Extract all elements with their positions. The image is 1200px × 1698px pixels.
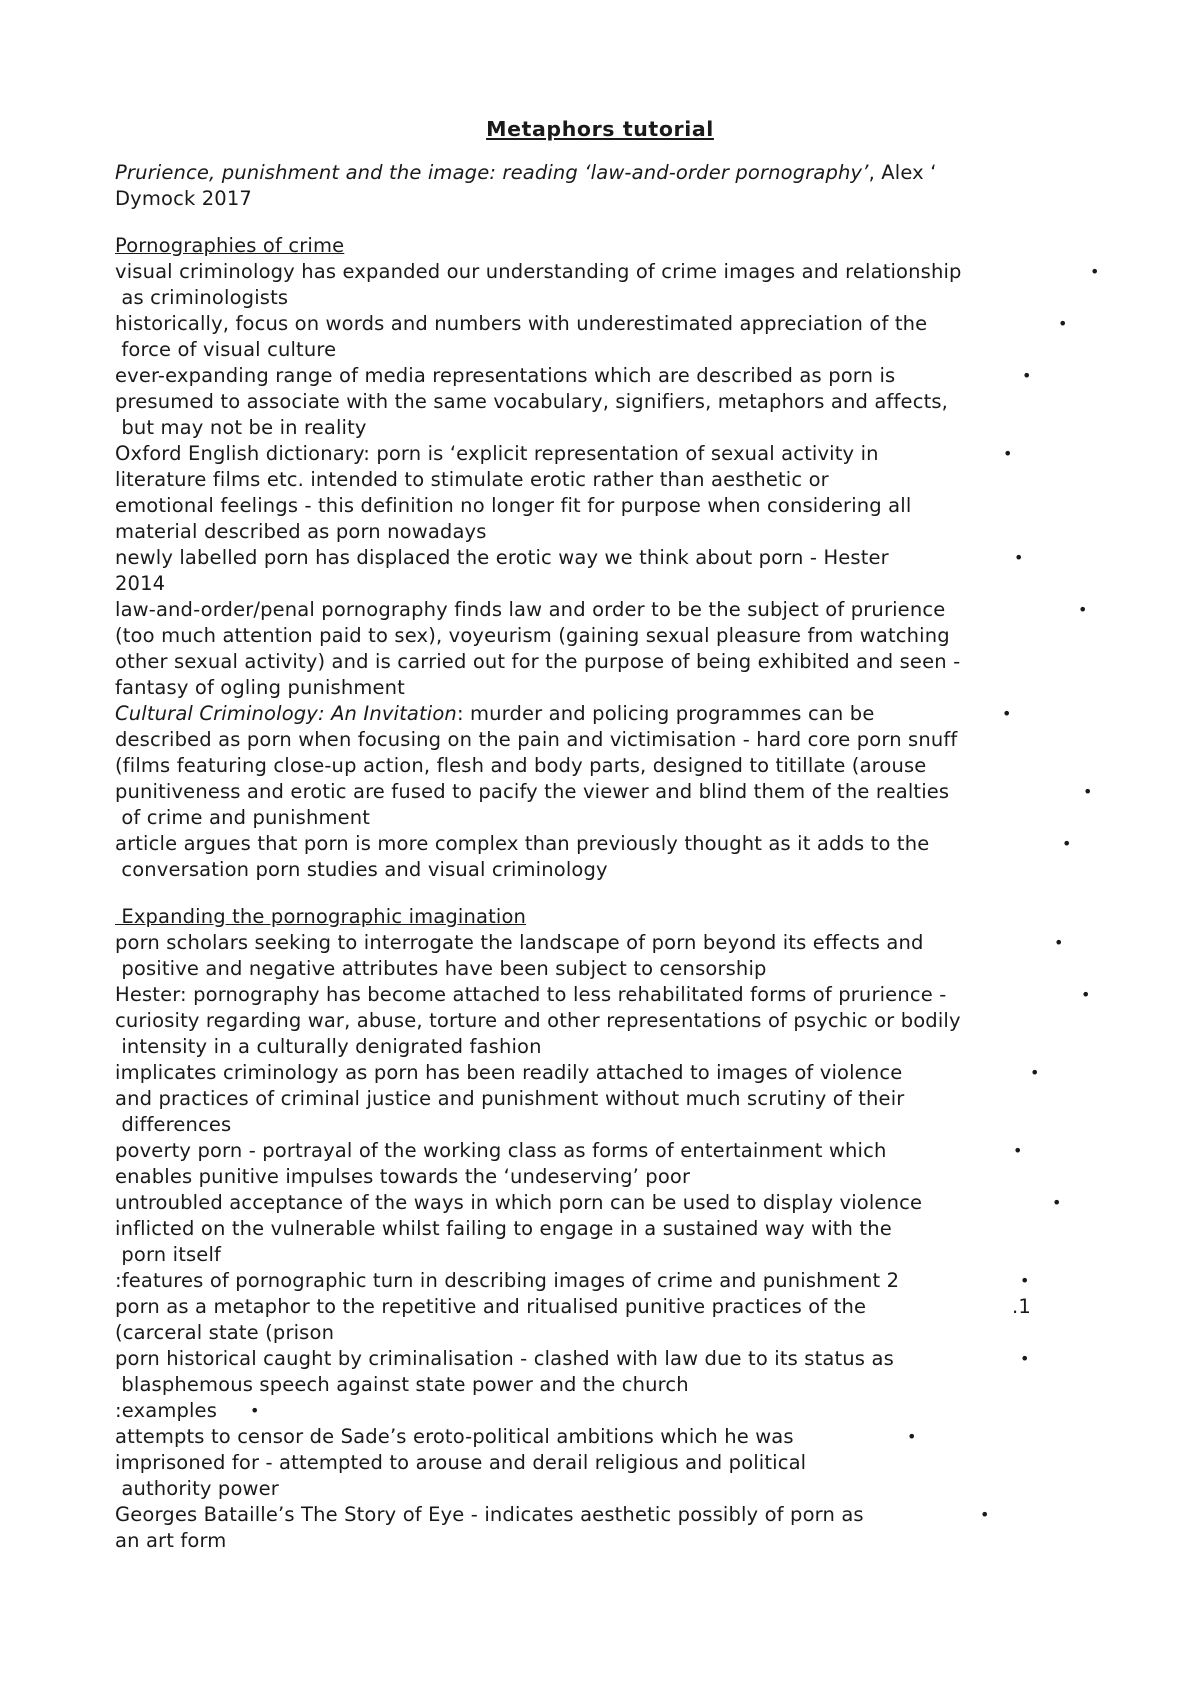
bullet-mark: •	[1078, 600, 1088, 619]
bullet-mark: •	[1054, 933, 1064, 952]
text-line: 2014	[115, 572, 166, 595]
text-line: ever-expanding range of media representations which are described as porn is	[115, 364, 896, 387]
text-span: , Alex ‘	[868, 161, 937, 184]
text-line: positive and negative attributes have been subject to censorship	[115, 957, 767, 980]
text-line: porn itself	[115, 1243, 222, 1266]
italic-title: Cultural Criminology: An Invitation	[115, 702, 457, 725]
bullet-mark: •	[1022, 366, 1032, 385]
bullet-mark: •	[1003, 444, 1013, 463]
bullet-mark: •	[1014, 548, 1024, 567]
text-line: force of visual culture	[115, 338, 337, 361]
bullet-mark: •	[980, 1505, 990, 1524]
bullet-mark: •	[1013, 1141, 1023, 1160]
section-heading: Pornographies of crime	[115, 234, 345, 257]
text-line: (carceral state (prison	[115, 1321, 335, 1344]
text-span: : murder and policing programmes can be	[456, 702, 875, 725]
text-line: material described as porn nowadays	[115, 520, 487, 543]
text-line: Oxford English dictionary: porn is ‘explicit representation of sexual activity in	[115, 442, 879, 465]
text-line: differences	[115, 1113, 232, 1136]
bullet-mark: •	[1052, 1193, 1062, 1212]
text-line: (films featuring close-up action, flesh and body parts, designed to titillate (arouse	[115, 754, 927, 777]
text-line: (too much attention paid to sex), voyeurism (gaining sexual pleasure from watching	[115, 624, 950, 647]
text-line	[115, 701, 874, 727]
text-line: literature films etc. intended to stimulate erotic rather than aesthetic or	[115, 468, 829, 491]
text-line: porn scholars seeking to interrogate the landscape of porn beyond its effects and	[115, 931, 924, 954]
text-line: poverty porn - portrayal of the working class as forms of entertainment which	[115, 1139, 887, 1162]
text-line: :examples	[115, 1399, 218, 1422]
text-line: attempts to censor de Sade’s eroto-political ambitions which he was	[115, 1425, 794, 1448]
text-line: as criminologists	[115, 286, 289, 309]
list-number-marker: .1	[1012, 1295, 1031, 1318]
text-line: curiosity regarding war, abuse, torture and other representations of psychic or bodily	[115, 1009, 961, 1032]
bullet-mark: •	[250, 1401, 260, 1420]
text-line: other sexual activity) and is carried out for the purpose of being exhibited and seen -	[115, 650, 961, 673]
bullet-mark: •	[1020, 1349, 1030, 1368]
text-line: porn historical caught by criminalisation - clashed with law due to its status as	[115, 1347, 894, 1370]
text-line: punitiveness and erotic are fused to pacify the viewer and blind them of the realties	[115, 780, 950, 803]
text-line: described as porn when focusing on the pain and victimisation - hard core porn snuff	[115, 728, 958, 751]
page-title: Metaphors tutorial	[486, 117, 714, 141]
text-line: Hester: pornography has become attached to less rehabilitated forms of prurience -	[115, 983, 947, 1006]
text-line: emotional feelings - this definition no longer fit for purpose when considering all	[115, 494, 912, 517]
bullet-mark: •	[1081, 985, 1091, 1004]
text-line: porn as a metaphor to the repetitive and ritualised punitive practices of the	[115, 1295, 867, 1318]
text-line: inflicted on the vulnerable whilst failing to engage in a sustained way with the	[115, 1217, 892, 1240]
text-line: visual criminology has expanded our understanding of crime images and relationship	[115, 260, 962, 283]
text-line: article argues that porn is more complex than previously thought as it adds to the	[115, 832, 930, 855]
text-line: Georges Bataille’s The Story of Eye - indicates aesthetic possibly of porn as	[115, 1503, 864, 1526]
text-line: implicates criminology as porn has been readily attached to images of violence	[115, 1061, 903, 1084]
text-line: intensity in a culturally denigrated fashion	[115, 1035, 542, 1058]
text-line: untroubled acceptance of the ways in which porn can be used to display violence	[115, 1191, 923, 1214]
text-line: blasphemous speech against state power and the church	[115, 1373, 689, 1396]
text-line: historically, focus on words and numbers with underestimated appreciation of the	[115, 312, 928, 335]
bullet-mark: •	[1030, 1063, 1040, 1082]
bullet-mark: •	[907, 1427, 917, 1446]
text-line: :features of pornographic turn in describing images of crime and punishment 2	[115, 1269, 900, 1292]
text-line: but may not be in reality	[115, 416, 367, 439]
text-line: and practices of criminal justice and punishment without much scrutiny of their	[115, 1087, 905, 1110]
text-line: law-and-order/penal pornography finds law and order to be the subject of prurience	[115, 598, 946, 621]
text-line: newly labelled porn has displaced the erotic way we think about porn - Hester	[115, 546, 889, 569]
bullet-mark: •	[1020, 1271, 1030, 1290]
text-line: of crime and punishment	[115, 806, 371, 829]
italic-title: Prurience, punishment and the image: reading ‘law-and-order pornography’	[115, 161, 869, 184]
text-line: an art form	[115, 1529, 227, 1552]
bullet-mark: •	[1083, 782, 1093, 801]
section-heading: Expanding the pornographic imagination	[115, 905, 527, 928]
bullet-mark: •	[1058, 314, 1068, 333]
bullet-mark: •	[1002, 704, 1012, 723]
text-line: Dymock 2017	[115, 187, 252, 210]
text-line: conversation porn studies and visual criminology	[115, 858, 608, 881]
text-line: fantasy of ogling punishment	[115, 676, 405, 699]
text-line: presumed to associate with the same vocabulary, signifiers, metaphors and affects,	[115, 390, 949, 413]
text-line: imprisoned for - attempted to arouse and derail religious and political	[115, 1451, 807, 1474]
text-line	[115, 160, 937, 186]
bullet-mark: •	[1062, 834, 1072, 853]
bullet-mark: •	[1090, 262, 1100, 281]
text-line: enables punitive impulses towards the ‘undeserving’ poor	[115, 1165, 691, 1188]
text-line: authority power	[115, 1477, 279, 1500]
